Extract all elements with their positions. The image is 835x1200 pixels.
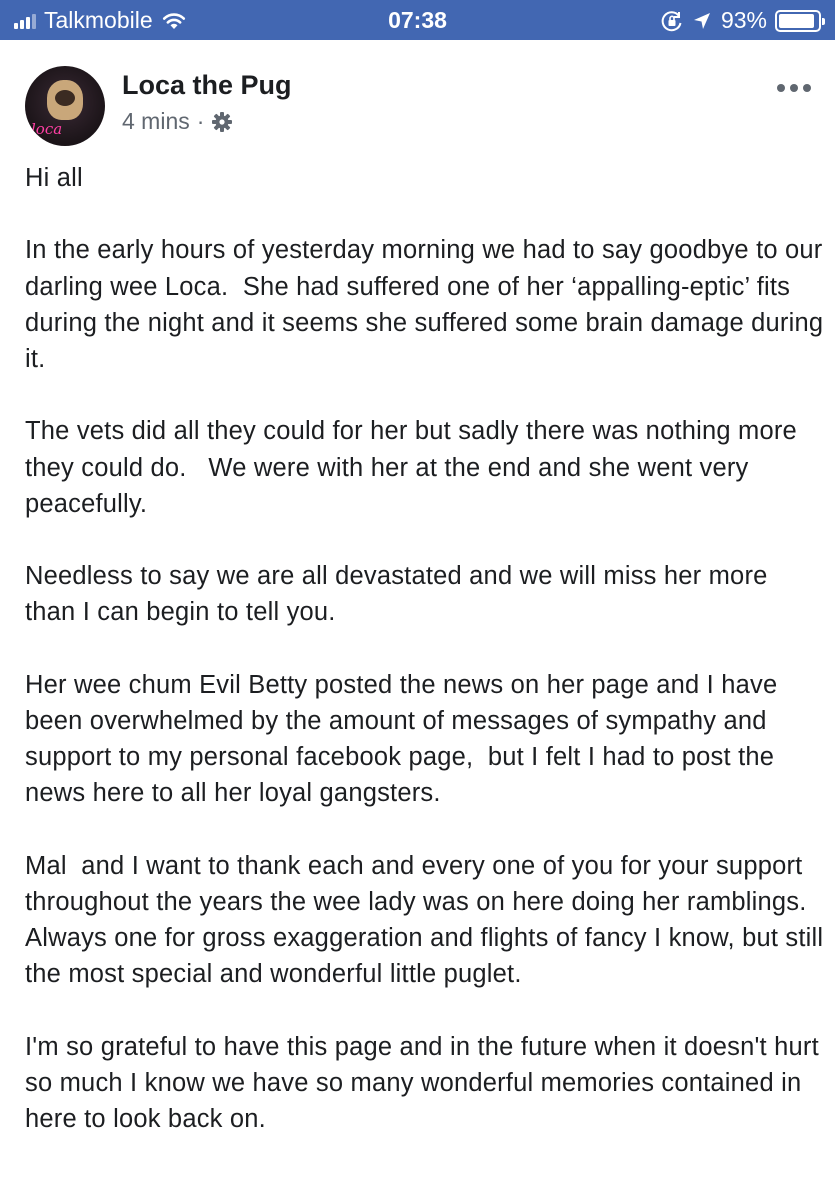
post-paragraph: I'm so grateful to have this page and in the future when it doesn't hurt so much I know we have so many wonderful memories contained in here to look back on. [25, 1032, 827, 1134]
rotation-lock-icon [661, 10, 683, 32]
page-avatar[interactable] [25, 66, 105, 146]
post-paragraph: Her wee chum Evil Betty posted the news on her page and I have been overwhelmed by the amount of messages of sympathy and support to my personal facebook page, but I felt I had to post the news here to all her loyal gangsters. [25, 670, 785, 808]
carrier-name: Talkmobile [44, 7, 153, 33]
page-name-link[interactable]: Loca the Pug [122, 70, 292, 100]
post-header [25, 66, 815, 146]
post-meta [122, 108, 233, 135]
post-paragraph: Mal and I want to thank each and every one of you for your support throughout the years the wee lady was on here doing her ramblings. Always one for gross exaggeration and flights of fancy I know, but still the most special and wonderful little puglet. [25, 851, 831, 989]
post-timestamp[interactable]: 4 mins [122, 108, 190, 134]
battery-fill [779, 14, 814, 28]
battery-percent: 93% [720, 7, 767, 33]
gear-icon [211, 111, 233, 133]
more-options-icon[interactable] [777, 84, 811, 96]
post-paragraph: The vets did all they could for her but sadly there was nothing more they could do. We were with her at the end and she went very peacefully. [25, 417, 805, 518]
post-body [25, 160, 831, 1174]
post-paragraph: Needless to say we are all devastated and we will miss her more than I can begin to tell you. [25, 562, 775, 627]
status-time: 07:38 [388, 7, 447, 33]
post-paragraph: In the early hours of yesterday morning we had to say goodbye to our darling wee Loca. She had suffered one of her ‘appalling-eptic’ fits during the night and it seems she suffered some brain damage during it. [25, 236, 831, 373]
battery-icon [775, 10, 821, 32]
status-bar [0, 0, 835, 40]
meta-separator: · [196, 108, 205, 134]
post-paragraph: Hi all [25, 164, 83, 192]
pug-face [55, 90, 75, 106]
avatar-signature: loca [31, 120, 63, 138]
location-arrow-icon [693, 12, 711, 30]
status-right [661, 7, 821, 34]
